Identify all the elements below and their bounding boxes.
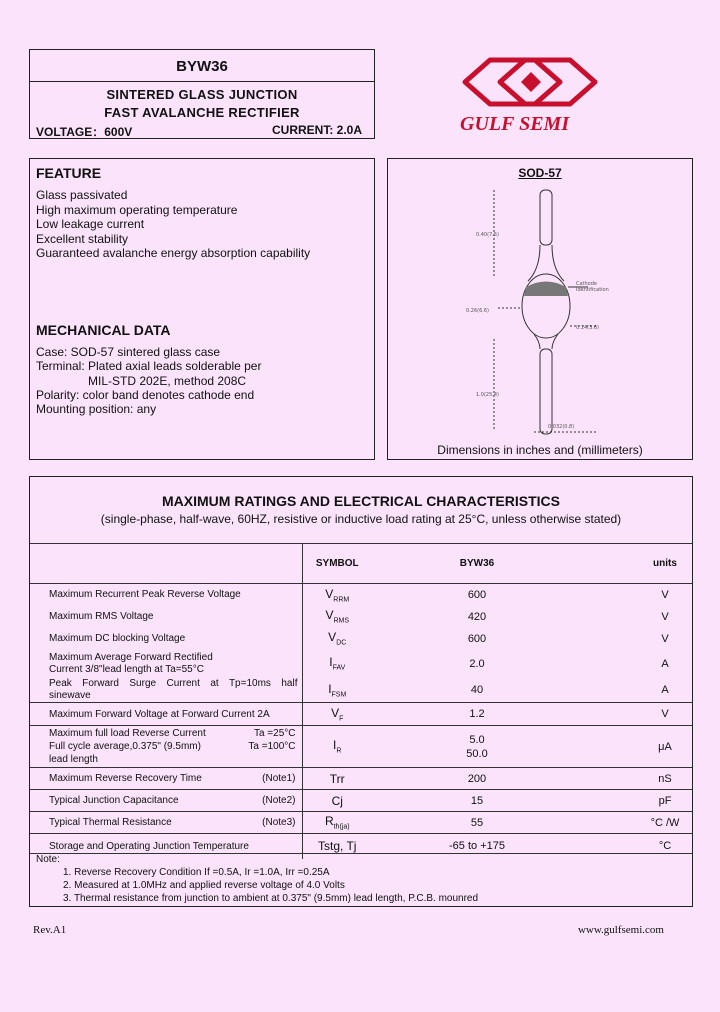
ratings-title: MAXIMUM RATINGS AND ELECTRICAL CHARACTERISTICS	[162, 493, 560, 509]
col-units: units	[582, 544, 692, 584]
current-rating: CURRENT: 2.0A	[271, 123, 362, 137]
header-box	[29, 49, 375, 139]
row-value: 55	[372, 812, 582, 834]
svg-text:Identification: Identification	[576, 287, 609, 293]
row-unit: V	[582, 703, 692, 726]
svg-text:0.14(3.6): 0.14(3.6)	[576, 325, 599, 331]
mechanical-line: Polarity: color band denotes cathode end	[36, 388, 255, 402]
row-value: 15	[372, 790, 582, 812]
mechanical-line: Terminal: Plated axial leads solderable per	[36, 359, 262, 373]
feature-box	[29, 158, 375, 460]
feature-item: High maximum operating temperature	[36, 203, 238, 217]
table-row	[30, 650, 692, 678]
row-symbol: $V_{RMS}$	[302, 606, 372, 628]
revision: Rev.A1	[33, 924, 67, 936]
row-value: 2.0	[469, 657, 485, 670]
header-line1: SINTERED GLASS JUNCTION	[106, 87, 298, 102]
note-item: 2. Measured at 1.0MHz and applied reverse voltage of 4.0 Volts	[63, 880, 345, 891]
row-symbol: Trr	[302, 768, 372, 790]
col-symbol: SYMBOL	[302, 544, 372, 584]
row-name: Maximum Reverse Recovery Time (Note1)	[30, 768, 302, 790]
mechanical-line: Mounting position: any	[36, 402, 157, 416]
mechanical-line: MIL-STD 202E, method 208C	[88, 374, 247, 388]
svg-text:0.26(6.6): 0.26(6.6)	[466, 308, 489, 314]
table-row	[30, 768, 692, 790]
table-row	[30, 790, 692, 812]
svg-text:0.032(0.8): 0.032(0.8)	[548, 424, 575, 430]
row-symbol: $I_{FSM}$	[302, 678, 372, 703]
ratings-subtitle: (single-phase, half-wave, 60HZ, resistive or inductive load rating at 25°C, unless otherwise stated)	[100, 512, 622, 526]
feature-item: Glass passivated	[36, 188, 128, 202]
gulf-semi-logo	[455, 52, 615, 114]
row-name: Typical Junction Capacitance (Note2)	[30, 790, 302, 812]
ratings-box	[29, 476, 693, 907]
row-value: -65 to +175	[372, 834, 582, 859]
table-header-row	[30, 544, 692, 584]
feature-title: FEATURE	[36, 165, 102, 181]
ratings-table	[30, 543, 692, 859]
table-row	[30, 812, 692, 834]
table-row	[30, 606, 692, 628]
col-part: BYW36	[372, 544, 582, 584]
feature-item: Guaranteed avalanche energy absorption capability	[36, 246, 311, 260]
table-row	[30, 678, 692, 703]
table-row	[30, 584, 692, 606]
row-symbol: $V_{RRM}$	[302, 584, 372, 606]
row-value: 600	[467, 632, 487, 645]
notes-title: Note:	[36, 854, 60, 865]
row-unit: V	[582, 584, 692, 606]
package-caption: Dimensions in inches and (millimeters)	[437, 443, 643, 457]
logo-text: GULF SEMI	[460, 113, 570, 135]
table-row	[30, 726, 692, 768]
row-unit: V	[661, 610, 669, 623]
row-unit: V	[661, 632, 669, 645]
header-line2: FAST AVALANCHE RECTIFIER	[104, 105, 300, 120]
row-value: 200	[372, 768, 582, 790]
row-value: 5.0 50.0	[372, 726, 582, 768]
row-unit: °C /W	[582, 812, 692, 834]
row-value: 40	[470, 683, 484, 696]
row-name: Maximum Forward Voltage at Forward Current 2A	[30, 703, 302, 726]
part-number: BYW36	[30, 50, 374, 82]
row-symbol: $R_{th(ja)}$	[302, 812, 372, 834]
row-unit: A	[661, 683, 669, 696]
row-value: 1.2	[372, 703, 582, 726]
svg-text:0.40(7.5): 0.40(7.5)	[476, 232, 499, 238]
row-unit: nS	[582, 768, 692, 790]
notes-divider	[30, 853, 692, 854]
package-name: SOD-57	[518, 166, 562, 180]
row-symbol: Cj	[302, 790, 372, 812]
row-symbol: Tstg, Tj	[302, 834, 372, 859]
row-name: Maximum DC blocking Voltage	[49, 633, 186, 644]
sod57-outline-drawing	[448, 184, 648, 444]
package-box	[387, 158, 693, 460]
mechanical-line: Case: SOD-57 sintered glass case	[36, 345, 221, 359]
row-name: Maximum RMS Voltage	[49, 611, 154, 622]
row-name: Typical Thermal Resistance (Note3)	[30, 812, 302, 834]
voltage-rating: VOLTAGE：600V	[36, 125, 133, 139]
note-item: 1. Reverse Recovery Condition If =0.5A, Ir =1.0A, Irr =0.25A	[63, 867, 330, 878]
row-name: Peak Forward Surge Current at Tp=10ms half sinewave	[49, 677, 298, 701]
mechanical-title: MECHANICAL DATA	[36, 322, 171, 338]
row-name: Maximum full load Reverse Current Ta =25°C Full cycle average,0.375" (9.5mm) Ta =100°C lead length	[30, 726, 302, 768]
row-symbol: $I_R$	[302, 726, 372, 768]
row-name: Storage and Operating Junction Temperature	[30, 834, 302, 859]
row-name: Maximum Recurrent Peak Reverse Voltage	[30, 584, 302, 606]
row-unit: pF	[582, 790, 692, 812]
row-value: 420	[467, 610, 487, 623]
row-unit: A	[661, 657, 669, 670]
website-url[interactable]: www.gulfsemi.com	[577, 924, 664, 936]
row-unit: °C	[582, 834, 692, 859]
row-symbol: $I_{FAV}$	[302, 650, 372, 678]
feature-item: Excellent stability	[36, 232, 129, 246]
row-value: 600	[372, 584, 582, 606]
table-row	[30, 834, 692, 859]
feature-item: Low leakage current	[36, 217, 145, 231]
row-symbol: $V_F$	[302, 703, 372, 726]
row-symbol: $V_{DC}$	[302, 628, 372, 650]
table-row	[30, 703, 692, 726]
svg-text:Cathode: Cathode	[576, 281, 597, 287]
note-item: 3. Thermal resistance from junction to ambient at 0.375" (9.5mm) lead length, P.C.B. mounred	[63, 893, 479, 904]
svg-text:1.0(25.4): 1.0(25.4)	[476, 392, 499, 398]
row-unit: μA	[582, 726, 692, 768]
row-name: Maximum Average Forward Rectified Current 3/8"lead length at Ta=55°C	[49, 651, 213, 675]
table-row	[30, 628, 692, 650]
